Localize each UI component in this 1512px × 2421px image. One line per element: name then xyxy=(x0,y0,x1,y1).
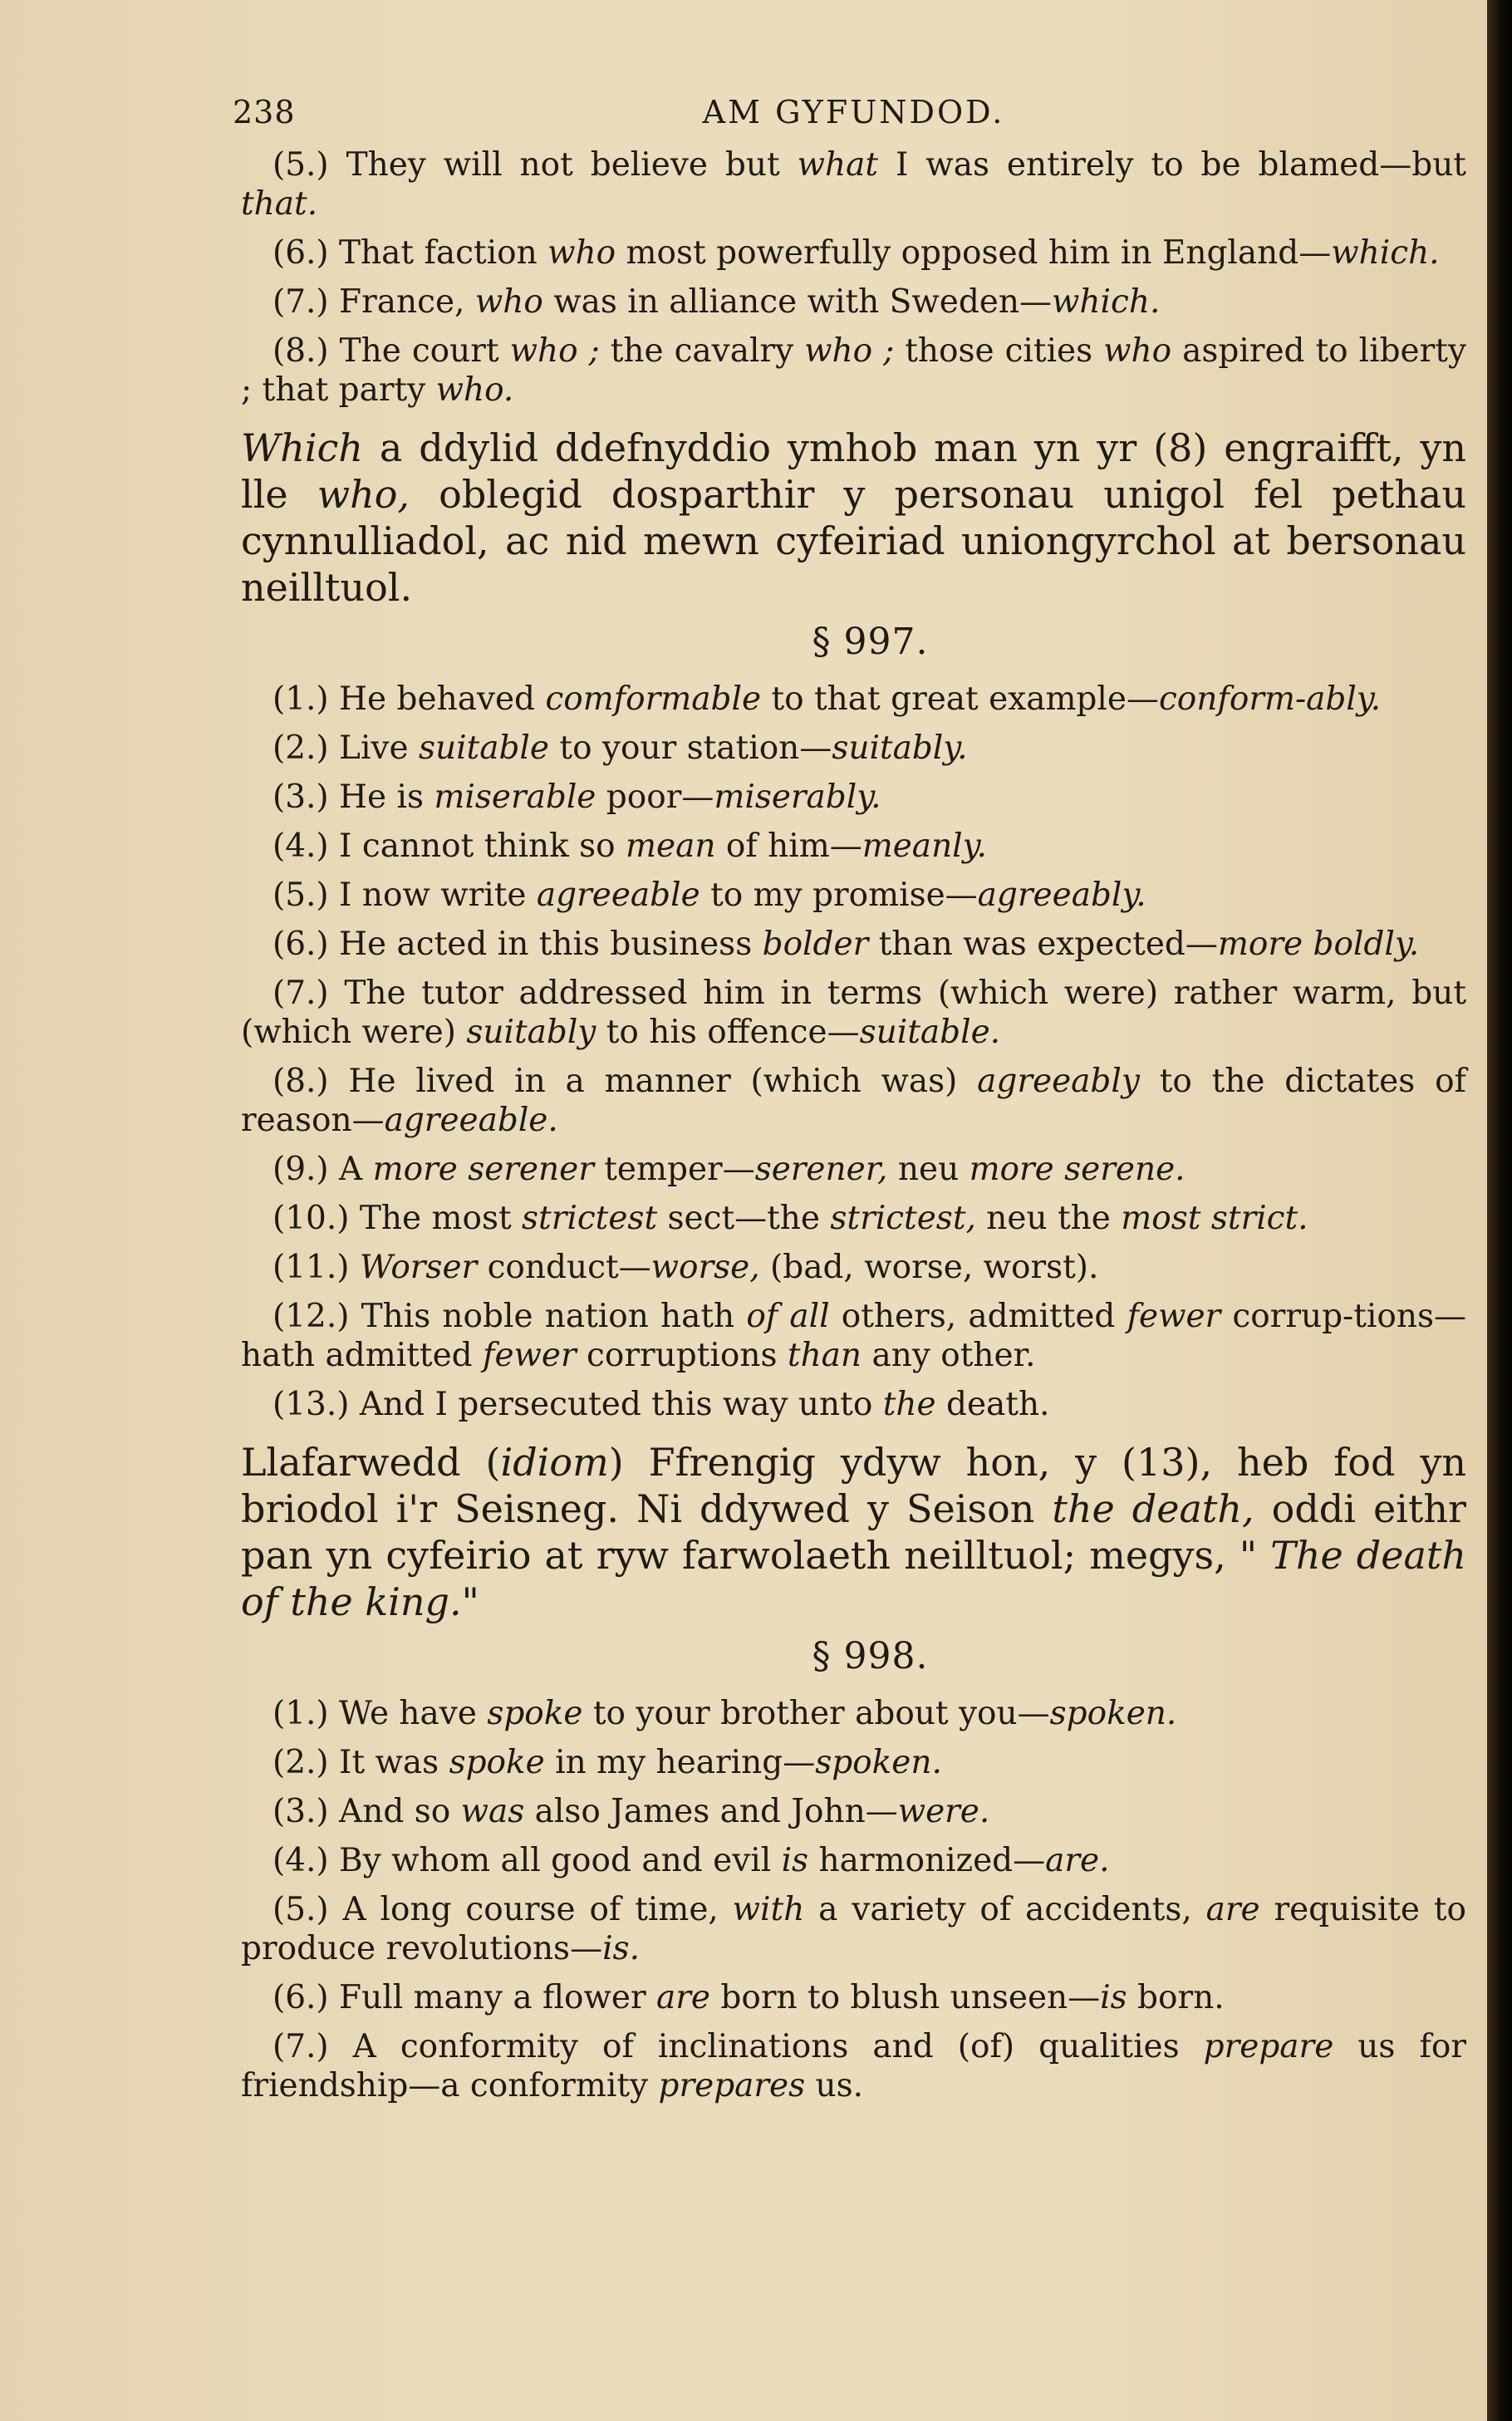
page-header xyxy=(233,87,1466,145)
welsh-commentary-paragraph: Which a ddylid ddefnyddio ymhob man yn yr (8) engraifft, yn lle who, oblegid dosparthir y personau unigol fel pethau cynnulliadol, ac nid mewn cyfeiriad uniongyrchol at bersonau neilltuol. xyxy=(241,425,1466,610)
example-item: (7.) The tutor addressed him in terms (which were) rather warm, but (which were) suitably to his offence—suitable. xyxy=(241,975,1466,1051)
example-item: (10.) The most strictest sect—the strictest, neu the most strict. xyxy=(272,1200,1308,1237)
book-spine-edge xyxy=(1487,0,1512,2421)
example-item: (13.) And I persecuted this way unto the death. xyxy=(272,1386,1050,1423)
example-item: (6.) Full many a flower are born to blush unseen—is born. xyxy=(272,1979,1225,2016)
section-heading: § 997. xyxy=(812,621,929,663)
welsh-commentary-paragraph: Llafarwedd (idiom) Ffrengig ydyw hon, y (13), heb fod yn briodol i'r Seisneg. Ni ddywed y Seison the death, oddi eithr pan yn cyfeirio at ryw farwolaeth neilltuol; megys, " The death of the king." xyxy=(241,1440,1467,1624)
example-item: (5.) I now write agreeable to my promise—agreeably. xyxy=(272,877,1146,914)
example-item: (7.) A conformity of inclinations and (of) qualities prepare us for friendship—a conformity prepares us. xyxy=(241,2028,1466,2104)
example-item: (5.) A long course of time, with a variety of accidents, are requisite to produce revolutions—is. xyxy=(241,1891,1466,1967)
example-item: (2.) It was spoke in my hearing—spoken. xyxy=(272,1744,942,1781)
example-item: (12.) This noble nation hath of all others, admitted fewer corrup-tions—hath admitted fewer corruptions than any other. xyxy=(241,1298,1466,1374)
example-item: (1.) He behaved comformable to that great example—conform-ably. xyxy=(272,680,1382,718)
running-title: AM GYFUNDOD. xyxy=(702,94,1005,130)
example-item: (5.) They will not believe but what I was entirely to be blamed—but that. xyxy=(241,146,1466,223)
example-item: (8.) He lived in a manner (which was) agreeably to the dictates of reason—agreeable. xyxy=(241,1063,1466,1139)
example-item: (3.) He is miserable poor—miserably. xyxy=(272,778,881,816)
example-item: (11.) Worser conduct—worse, (bad, worse, worst). xyxy=(272,1249,1099,1286)
section-heading: § 998. xyxy=(812,1635,929,1677)
example-item: (1.) We have spoke to your brother about you—spoken. xyxy=(272,1695,1177,1732)
example-item: (4.) I cannot think so mean of him—meanly. xyxy=(272,827,987,865)
example-item: (9.) A more serener temper—serener, neu more serene. xyxy=(272,1151,1186,1188)
example-item: (8.) The court who ; the cavalry who ; those cities who aspired to liberty ; that party who. xyxy=(241,332,1466,409)
example-item: (4.) By whom all good and evil is harmonized—are. xyxy=(272,1842,1110,1879)
example-item: (6.) He acted in this business bolder than was expected—more boldly. xyxy=(272,926,1420,963)
page-content xyxy=(233,87,1467,2115)
example-item: (6.) That faction who most powerfully opposed him in England—which. xyxy=(272,234,1440,272)
example-item: (7.) France, who was in alliance with Sweden—which. xyxy=(272,283,1161,321)
page-number: 238 xyxy=(233,94,296,130)
example-item: (3.) And so was also James and John—were. xyxy=(272,1793,990,1830)
example-item: (2.) Live suitable to your station—suitably. xyxy=(272,729,968,767)
